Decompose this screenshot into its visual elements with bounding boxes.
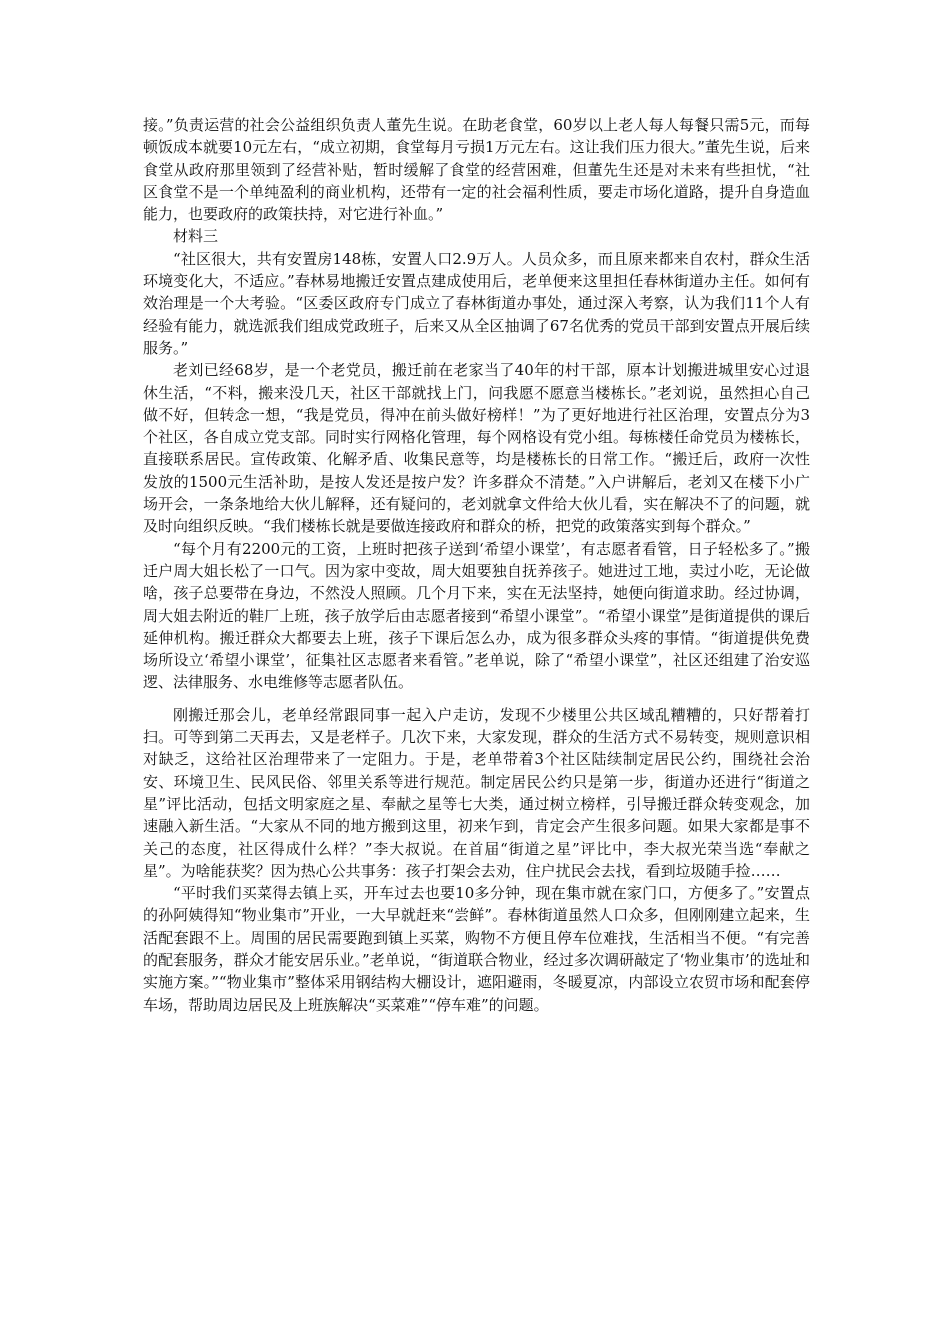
paragraph: “每个月有2200元的工资，上班时把孩子送到‘希望小课堂’，有志愿者看管，日子轻松多了。”搬迁户周大姐长松了一口气。因为家中变故，周大姐要独自抚养孩子。她进过工地，卖过小吃，无论做啥，孩子总要带在身边，不然没人照顾。几个月下来，实在无法坚持，她便向街道求助。经过协调，周大姐去附近的鞋厂上班，孩子放学后由志愿者接到“希望小课堂”。“希望小课堂”是街道提供的课后延伸机构。搬迁群众大都要去上班，孩子下课后怎么办，成为很多群众头疼的事情。“街道提供免费场所设立‘希望小课堂’，征集社区志愿者来看管。”老单说，除了“希望小课堂”，社区还组建了治安巡逻、法律服务、水电维修等志愿者队伍。 <box>143 539 810 692</box>
paragraph: 刚搬迁那会儿，老单经常跟同事一起入户走访，发现不少楼里公共区域乱糟糟的，只好帮着打扫。可等到第二天再去，又是老样子。几次下来，大家发现，群众的生活方式不易转变，规则意识相对缺乏，这给社区治理带来了一定阻力。于是，老单带着3个社区陆续制定居民公约，围绕社会治安、环境卫生、民风民俗、邻里关系等进行规范。制定居民公约只是第一步，街道办还进行“街道之星”评比活动，包括文明家庭之星、奉献之星等七大类，通过树立榜样，引导搬迁群众转变观念，加速融入新生活。“大家从不同的地方搬到这里，初来乍到，肯定会产生很多问题。如果大家都是事不关己的态度，社区得成什么样？”李大叔说。在首届“街道之星”评比中，李大叔光荣当选“奉献之星”。为啥能获奖？因为热心公共事务：孩子打架会去劝，住户扰民会去找，看到垃圾随手捡…… <box>143 705 810 880</box>
paragraph: “平时我们买菜得去镇上买，开车过去也要10多分钟，现在集市就在家门口，方便多了。”安置点的孙阿姨得知“物业集市”开业，一大早就赶来“尝鲜”。春林街道虽然人口众多，但刚刚建立起来，生活配套跟不上。周围的居民需要跑到镇上买菜，购物不方便且停车位难找，生活相当不便。“有完善的配套服务，群众才能安居乐业。”老单说，“街道联合物业，经过多次调研敲定了‘物业集市’的选址和实施方案。”“物业集市”整体采用钢结构大棚设计，遮阳避雨，冬暖夏凉，内部设立农贸市场和配套停车场，帮助周边居民及上班族解决“买菜难”“停车难”的问题。 <box>143 884 810 1014</box>
section-heading: 材料三 <box>173 227 219 246</box>
paragraph: “社区很大，共有安置房148栋，安置人口2.9万人。人员众多，而且原来都来自农村，群众生活环境变化大，不适应。”春林易地搬迁安置点建成使用后，老单便来这里担任春林街道办主任。如何有效治理是一个大考验。“区委区政府专门成立了春林街道办事处，通过深入考察，认为我们11个人有经验有能力，就选派我们组成党政班子，后来又从全区抽调了67名优秀的党员干部到安置点开展后续服务。” <box>143 249 810 357</box>
paragraph-continuation: 接。”负责运营的社会公益组织负责人董先生说。在助老食堂，60岁以上老人每人每餐只需5元，而每顿饭成本就要10元左右，“成立初期，食堂每月亏损1万元左右。这让我们压力很大。”董先生说，后来食堂从政府那里领到了经营补贴，暂时缓解了食堂的经营困难，但董先生还是对未来有些担忧，“社区食堂不是一个单纯盈利的商业机构，还带有一定的社会福利性质，要走市场化道路，提升自身造血能力，也要政府的政策扶持，对它进行补血。” <box>143 116 810 224</box>
document-page <box>143 114 810 1016</box>
paragraph: 老刘已经68岁，是一个老党员，搬迁前在老家当了40年的村干部，原本计划搬进城里安心过退休生活，“不料，搬来没几天，社区干部就找上门，问我愿不愿意当楼栋长。”老刘说，虽然担心自己做不好，但转念一想，“我是党员，得冲在前头做好榜样！”为了更好地进行社区治理，安置点分为3个社区，各自成立党支部。同时实行网格化管理，每个网格设有党小组。每栋楼任命党员为楼栋长，直接联系居民。宣传政策、化解矛盾、收集民意等，均是楼栋长的日常工作。“搬迁后，政府一次性发放的1500元生活补助，是按人发还是按户发？许多群众不清楚。”入户讲解后，老刘又在楼下小广场开会，一条条地给大伙儿解释，还有疑问的，老刘就拿文件给大伙儿看，实在解决不了的问题，就及时向组织反映。“我们楼栋长就是要做连接政府和群众的桥，把党的政策落实到每个群众。” <box>143 361 810 536</box>
